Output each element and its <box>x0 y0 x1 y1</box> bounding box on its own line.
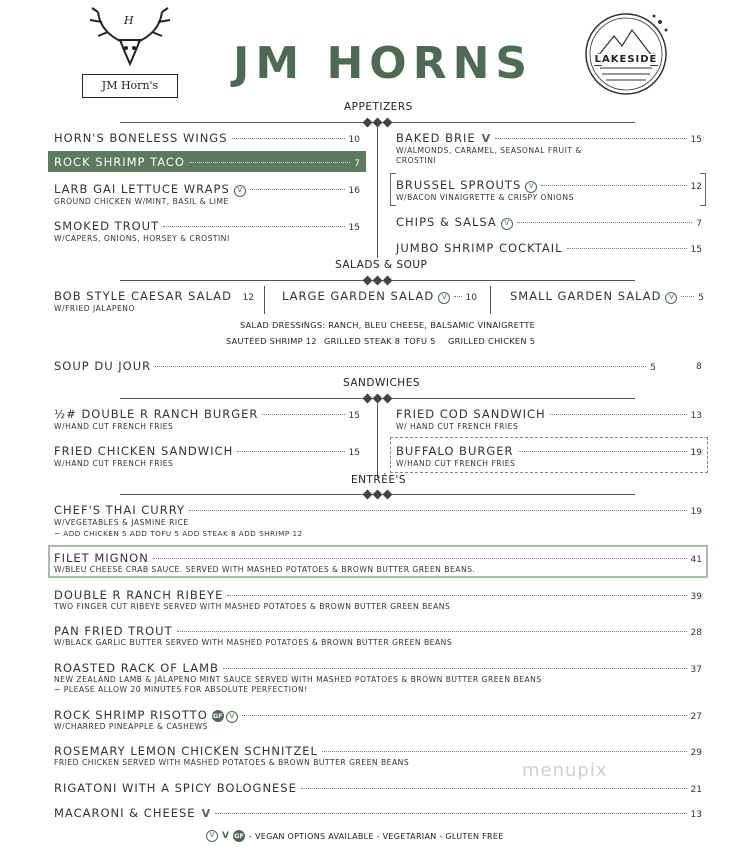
item-description: W/HAND CUT FRENCH FRIES <box>54 459 174 468</box>
salad-dressings: SALAD DRESSINGS: RANCH, BLEU CHEESE, BALSAMIC VINAIGRETTE <box>240 320 536 330</box>
menu-item: PAN FRIED TROUT 28 <box>54 624 702 638</box>
item-addons: ~ ADD CHICKEN 5 ADD TOFU 5 ADD STEAK 8 ADD SHRIMP 12 <box>54 529 303 538</box>
section-entrees: ENTRÉE'S <box>351 474 407 486</box>
vegan-icon: V <box>206 830 218 842</box>
menu-item: MACARONI & CHEESE V 13 <box>54 806 702 820</box>
item-description: W/FRIED JALAPENO <box>54 304 135 313</box>
divider-ornament <box>363 118 373 128</box>
menu-item: HORN'S BONELESS WINGS 10 <box>54 131 360 145</box>
footer-legend <box>206 830 504 842</box>
item-description: W/HAND CUT FRENCH FRIES <box>54 422 174 431</box>
vegan-icon: V <box>234 185 246 197</box>
vegetarian-icon: V <box>201 807 212 820</box>
salad-addon: GRILLED STEAK 8 <box>324 336 401 346</box>
menu-item: SOUP DU JOUR 5 <box>54 359 656 373</box>
column-divider <box>490 286 491 314</box>
menu-item: FILET MIGNON 41 <box>54 551 702 565</box>
menu-item: BUFFALO BURGER 19 <box>396 444 702 458</box>
gluten-free-icon: GF <box>234 832 244 840</box>
item-description: GROUND CHICKEN W/MINT, BASIL & LIME <box>54 197 229 206</box>
divider-ornament <box>363 276 373 286</box>
item-description: NEW ZEALAND LAMB & JALAPENO MINT SAUCE SERVED WITH MASHED POTATOES & BROWN BUTTER GREEN BEANS <box>54 675 542 684</box>
logo-monogram: H <box>124 14 134 27</box>
item-description: FRIED CHICKEN SERVED WITH MASHED POTATOES & BROWN BUTTER GREEN BEANS <box>54 758 410 767</box>
section-salads: SALADS & SOUP <box>335 259 428 271</box>
divider-ornament <box>363 490 373 500</box>
item-description: W/ HAND CUT FRENCH FRIES <box>396 422 519 431</box>
divider-ornament <box>383 490 393 500</box>
logo-right <box>580 8 672 100</box>
salad-addon: GRILLED CHICKEN 5 <box>448 336 536 346</box>
page-title: JM HORNS <box>233 38 534 89</box>
divider-ornament <box>383 118 393 128</box>
column-divider <box>264 286 265 314</box>
column-divider <box>377 402 378 478</box>
menu-item: ROSEMARY LEMON CHICKEN SCHNITZEL 29 <box>54 744 702 758</box>
logo-right-label: LAKESIDE <box>592 54 660 65</box>
gluten-free-icon: GF <box>212 712 223 720</box>
divider-ornament <box>363 394 373 404</box>
menu-item: BOB STYLE CAESAR SALAD 12 <box>54 289 254 303</box>
legend-text: - VEGAN OPTIONS AVAILABLE - VEGETARIAN - GLUTEN FREE <box>248 831 504 841</box>
menu-item: CHEF'S THAI CURRY 19 <box>54 503 702 517</box>
menu-item: ROASTED RACK OF LAMB 37 <box>54 661 702 675</box>
vegan-icon: V <box>665 292 677 304</box>
logo-left-label: JM Horn's <box>82 74 178 98</box>
menu-item: SMOKED TROUT 15 <box>54 219 360 233</box>
menu-item: ½# DOUBLE R RANCH BURGER 15 <box>54 407 360 421</box>
item-note: ~ PLEASE ALLOW 20 MINUTES FOR ABSOLUTE PERFECTION! <box>54 685 308 694</box>
section-appetizers: APPETIZERS <box>344 101 413 113</box>
vegetarian-icon: V <box>481 132 492 145</box>
salad-addon: SAUTÉED SHRIMP 12 <box>226 336 317 346</box>
column-divider <box>377 126 378 258</box>
divider-ornament <box>383 394 393 404</box>
menu-item: JUMBO SHRIMP COCKTAIL 15 <box>396 241 702 255</box>
menu-item: LARB GAI LETTUCE WRAPS V 16 <box>54 182 360 196</box>
highlighted-item: ROCK SHRIMP TACO 7 <box>48 151 366 172</box>
menu-item: RIGATONI WITH A SPICY BOLOGNESE 21 <box>54 781 702 795</box>
watermark: menupix <box>522 760 608 781</box>
menu-item: ROCK SHRIMP RISOTTO GF V 27 <box>54 708 702 722</box>
menu-item: FRIED COD SANDWICH 13 <box>396 407 702 421</box>
item-description: W/HAND CUT FRENCH FRIES <box>396 459 516 468</box>
vegan-icon: V <box>438 292 450 304</box>
item-description: TWO FINGER CUT RIBEYE SERVED WITH MASHED POTATOES & BROWN BUTTER GREEN BEANS <box>54 602 451 611</box>
logo-left <box>80 6 180 98</box>
vegan-icon: V <box>501 218 513 230</box>
menu-item: CHIPS & SALSA V 7 <box>396 215 702 229</box>
divider-ornament <box>373 490 383 500</box>
item-description: W/CAPERS, ONIONS, HORSEY & CROSTINI <box>54 234 230 243</box>
menu-item: BRUSSEL SPROUTS V 12 <box>396 178 702 192</box>
section-sandwiches: SANDWICHES <box>343 377 420 389</box>
divider-ornament <box>373 276 383 286</box>
divider-ornament <box>383 276 393 286</box>
vegan-icon: V <box>226 711 238 723</box>
item-description: CROSTINI <box>396 156 437 165</box>
menu-item: LARGE GARDEN SALAD V 10 <box>282 289 477 303</box>
menu-item: SMALL GARDEN SALAD V 5 <box>510 289 704 303</box>
item-description: W/ALMONDS, CARAMEL, SEASONAL FRUIT & <box>396 146 582 155</box>
item-description: W/BLEU CHEESE CRAB SAUCE. SERVED WITH MASHED POTATOES & BROWN BUTTER GREEN BEANS. <box>54 565 476 574</box>
item-description: W/CHARRED PINEAPPLE & CASHEWS <box>54 722 208 731</box>
soup-bowl-price: 8 <box>696 362 702 372</box>
vegetarian-icon: V <box>222 831 229 841</box>
menu-item: BAKED BRIE V 15 <box>396 131 702 145</box>
menu-item: FRIED CHICKEN SANDWICH 15 <box>54 444 360 458</box>
item-description: W/BACON VINAIGRETTE & CRISPY ONIONS <box>396 193 574 202</box>
vegan-icon: V <box>525 181 537 193</box>
salad-addon: TOFU 5 <box>404 336 436 346</box>
item-description: W/VEGETABLES & JASMINE RICE <box>54 518 189 527</box>
menu-item: DOUBLE R RANCH RIBEYE 39 <box>54 588 702 602</box>
item-description: W/BLACK GARLIC BUTTER SERVED WITH MASHED POTATOES & BROWN BUTTER GREEN BEANS <box>54 638 453 647</box>
